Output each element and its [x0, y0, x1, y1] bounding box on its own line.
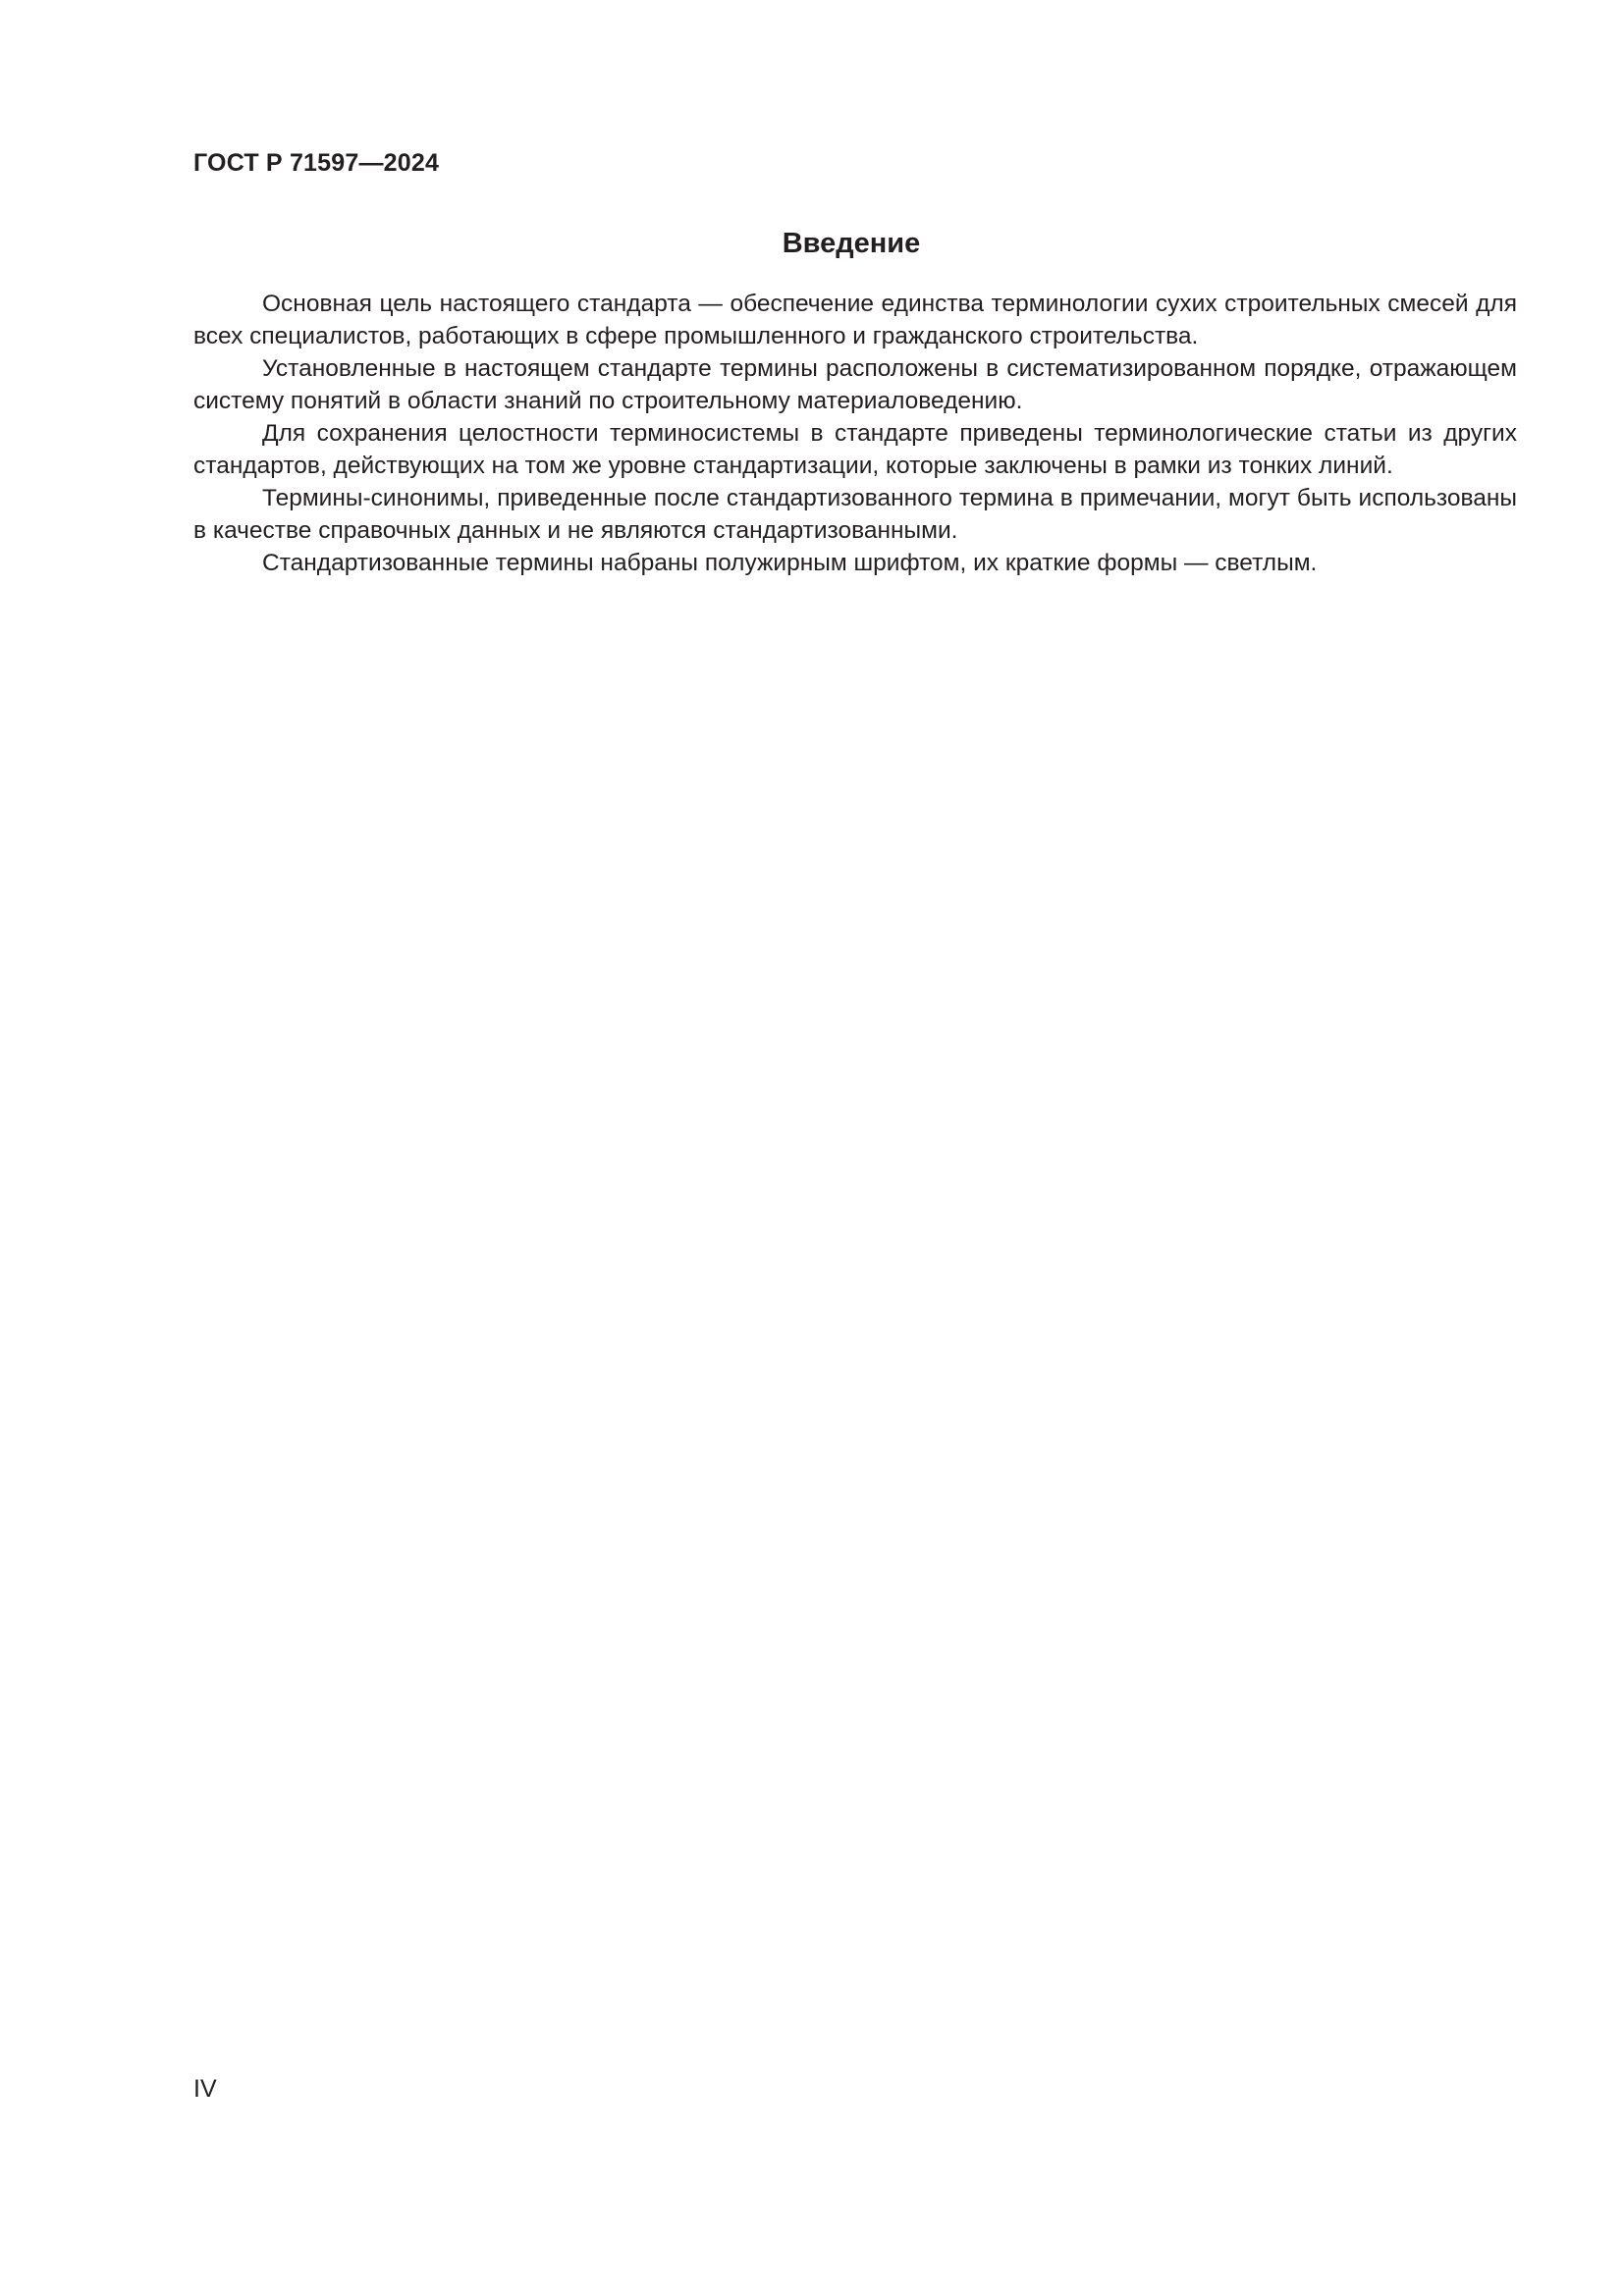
paragraph: Термины-синонимы, приведенные после стандартизованного термина в примечании, могут быть использованы в качестве справочных данных и не являются стандартизованными.	[193, 485, 1517, 544]
document-header: ГОСТ Р 71597—2024	[193, 149, 440, 177]
paragraph: Основная цель настоящего стандарта — обеспечение единства терминологии сухих строительных смесей для всех специалистов, работающих в сфере промышленного и гражданского строительства.	[193, 291, 1517, 349]
paragraph: Установленные в настоящем стандарте термины расположены в систематизированном порядке, отражающем систему понятий в области знаний по строительному материаловедению.	[193, 355, 1517, 414]
paragraph: Стандартизованные термины набраны полужирным шрифтом, их краткие формы — светлым.	[262, 550, 1318, 576]
paragraph: Для сохранения целостности терминосистемы в стандарте приведены терминологические статьи из других стандартов, действующих на том же уровне стандартизации, которые заключены в рамки из тонких линий.	[193, 420, 1517, 479]
section-body	[193, 288, 1517, 579]
section-title: Введение	[782, 228, 921, 259]
page-number: IV	[193, 2075, 217, 2103]
